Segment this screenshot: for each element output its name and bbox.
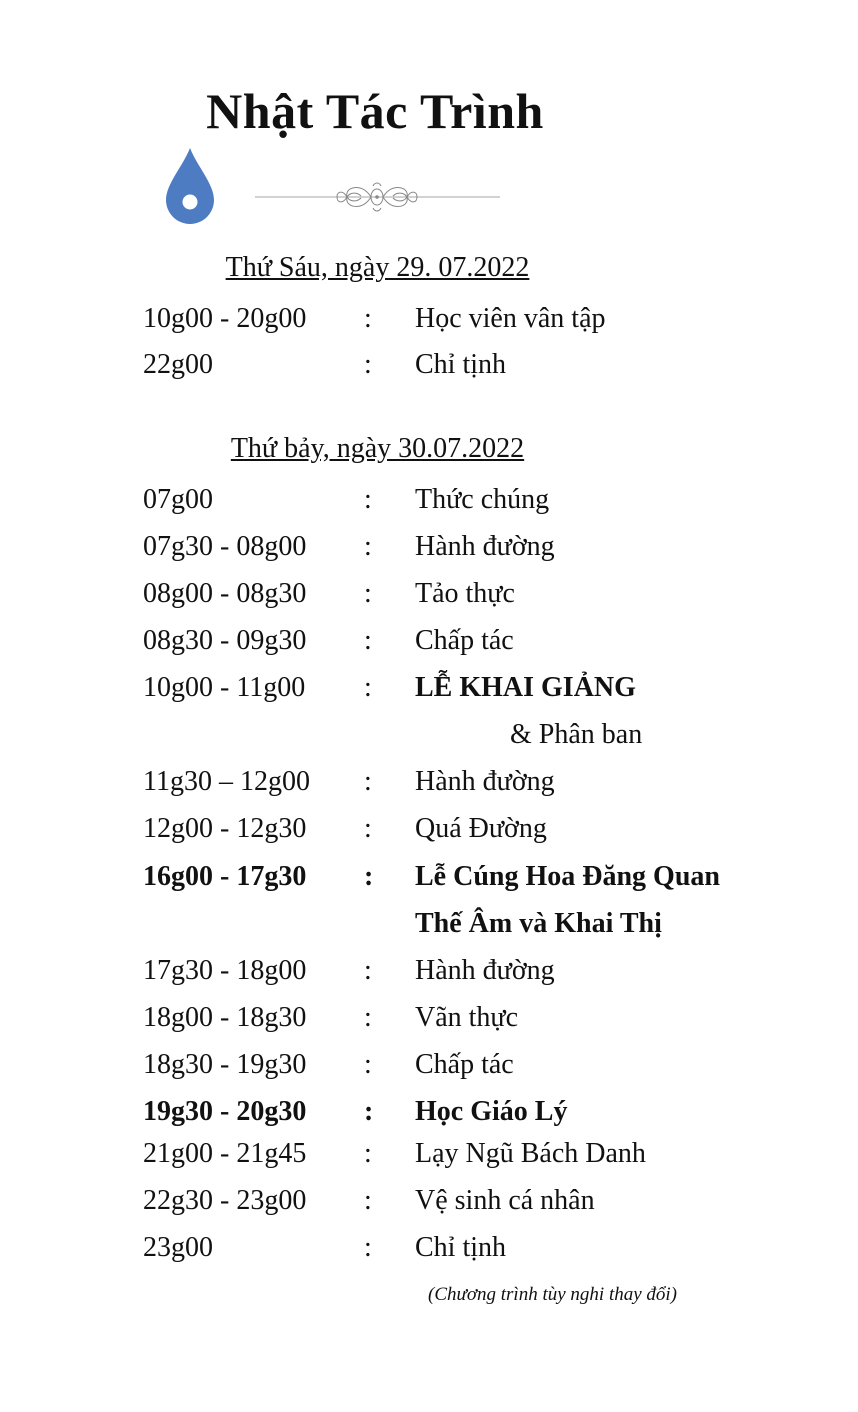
activity-label: LỄ KHAI GIẢNG <box>415 672 636 703</box>
time-label: 21g00 - 21g45 <box>143 1138 307 1169</box>
schedule-note: (Chương trình tùy nghi thay đổi) <box>428 1284 678 1305</box>
activity-label: Vệ sinh cá nhân <box>415 1185 595 1216</box>
separator: : <box>364 672 372 703</box>
separator: : <box>364 955 372 986</box>
schedule-row <box>0 1096 858 1140</box>
schedule-row <box>0 303 858 347</box>
separator: : <box>364 1185 372 1216</box>
schedule-row <box>0 1002 858 1046</box>
separator: : <box>364 1232 372 1263</box>
time-label: 08g00 - 08g30 <box>143 578 307 609</box>
schedule-row <box>0 1138 858 1182</box>
schedule-row <box>0 625 858 669</box>
activity-label: Hành đường <box>415 766 555 797</box>
activity-label: Học Giáo Lý <box>415 1096 568 1127</box>
activity-label: Vãn thực <box>415 1002 519 1033</box>
separator: : <box>364 813 372 844</box>
activity-label: Chấp tác <box>415 1049 514 1080</box>
activity-continuation: Thế Âm và Khai Thị <box>415 908 662 939</box>
activity-label: Chỉ tịnh <box>415 1232 507 1263</box>
time-label: 11g30 – 12g00 <box>143 766 310 797</box>
page-title: Nhật Tác Trình <box>206 83 544 139</box>
schedule-row <box>0 1232 858 1276</box>
ornament-divider-icon <box>255 178 500 214</box>
activity-label: Học viên vân tập <box>415 303 606 334</box>
activity-label: Thức chúng <box>415 484 550 515</box>
activity-label: Lạy Ngũ Bách Danh <box>415 1138 646 1169</box>
activity-label: Chấp tác <box>415 625 514 656</box>
separator: : <box>364 303 372 334</box>
separator: : <box>364 625 372 656</box>
separator: : <box>364 766 372 797</box>
time-label: 23g00 <box>143 1232 213 1263</box>
schedule-row <box>0 861 858 905</box>
schedule-row <box>0 578 858 622</box>
time-label: 16g00 - 17g30 <box>143 861 307 892</box>
separator: : <box>364 349 372 380</box>
activity-label: Quá Đường <box>415 813 547 844</box>
time-label: 19g30 - 20g30 <box>143 1096 307 1127</box>
time-label: 22g30 - 23g00 <box>143 1185 307 1216</box>
separator: : <box>364 578 372 609</box>
separator: : <box>364 1096 374 1127</box>
schedule-row <box>0 813 858 857</box>
activity-continuation: & Phân ban <box>510 719 643 750</box>
friday-date-heading: Thứ Sáu, ngày 29. 07.2022 <box>225 252 530 283</box>
activity-label: Hành đường <box>415 531 555 562</box>
time-label: 10g00 - 20g00 <box>143 303 307 334</box>
activity-label: Tảo thực <box>415 578 515 609</box>
schedule-row <box>0 531 858 575</box>
separator: : <box>364 1049 372 1080</box>
time-label: 22g00 <box>143 349 213 380</box>
time-label: 18g00 - 18g30 <box>143 1002 307 1033</box>
activity-label: Chỉ tịnh <box>415 349 507 380</box>
time-label: 07g00 <box>143 484 213 515</box>
schedule-row <box>0 1185 858 1229</box>
schedule-row <box>0 955 858 999</box>
time-label: 12g00 - 12g30 <box>143 813 307 844</box>
schedule-row <box>0 349 858 393</box>
schedule-row <box>0 1049 858 1093</box>
activity-label: Lễ Cúng Hoa Đăng Quan <box>415 861 720 892</box>
time-label: 08g30 - 09g30 <box>143 625 307 656</box>
saturday-date-heading: Thứ bảy, ngày 30.07.2022 <box>230 433 525 464</box>
schedule-row <box>0 672 858 716</box>
separator: : <box>364 1002 372 1033</box>
separator: : <box>364 531 372 562</box>
separator: : <box>364 484 372 515</box>
separator: : <box>364 1138 372 1169</box>
time-label: 18g30 - 19g30 <box>143 1049 307 1080</box>
separator: : <box>364 861 374 892</box>
water-drop-icon <box>164 146 216 226</box>
activity-label: Hành đường <box>415 955 555 986</box>
schedule-row <box>0 766 858 810</box>
schedule-row <box>0 484 858 528</box>
time-label: 17g30 - 18g00 <box>143 955 307 986</box>
time-label: 07g30 - 08g00 <box>143 531 307 562</box>
time-label: 10g00 - 11g00 <box>143 672 306 703</box>
